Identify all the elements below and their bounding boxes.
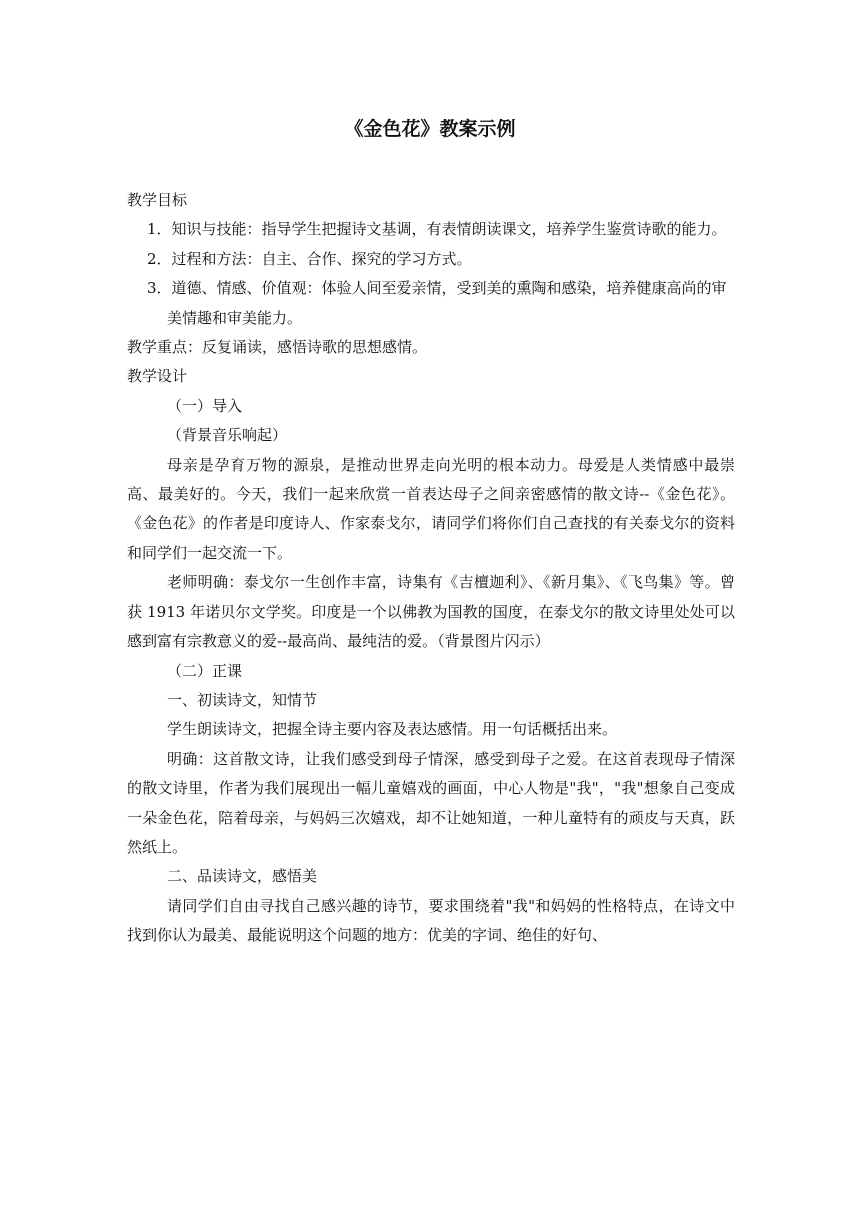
goal-3: 3．道德、情感、价值观：体验人间至爱亲情，受到美的熏陶和感染，培养健康高尚的审美情趣和审美能力。 xyxy=(147,279,727,327)
teaching-focus: 教学重点：反复诵读，感悟诗歌的思想感情。 xyxy=(127,338,428,357)
step1-heading: 一、初读诗文，知情节 xyxy=(167,690,318,709)
goal-2: 2．过程和方法：自主、合作、探究的学习方式。 xyxy=(147,249,472,268)
part1-heading: （一）导入 xyxy=(167,396,243,415)
step2-task: 请同学们自由寻找自己感兴趣的诗节，要求围绕着"我"和妈妈的性格特点，在诗文中找到你认为最美、最能说明这个问题的地方：优美的字词、绝佳的好句、 xyxy=(127,896,735,945)
document-body xyxy=(127,186,735,951)
step1-task: 学生朗读诗文，把握全诗主要内容及表达感情。用一句话概括出来。 xyxy=(167,720,618,739)
intro-paragraph: 母亲是孕育万物的源泉，是推动世界走向光明的根本动力。母爱是人类情感中最崇高、最美好的。今天，我们一起来欣赏一首表达母子之间亲密感情的散文诗--《金色花》。《金色花》的作者是印度诗人、作家泰戈尔，请同学们将你们自己查找的有关泰戈尔的资料和同学们一起交流一下。 xyxy=(127,455,735,562)
design-heading: 教学设计 xyxy=(127,367,188,386)
goal-1: 1．知识与技能：指导学生把握诗文基调，有表情朗读课文，培养学生鉴赏诗歌的能力。 xyxy=(147,220,727,239)
music-note: （背景音乐响起） xyxy=(167,426,288,445)
part2-heading: （二）正课 xyxy=(167,661,243,680)
step1-answer: 明确：这首散文诗，让我们感受到母子情深，感受到母子之爱。在这首表现母子情深的散文诗里，作者为我们展现出一幅儿童嬉戏的画面，中心人物是"我"，"我"想象自己变成一朵金色花，陪着母亲，与妈妈三次嬉戏，却不让她知道，一种儿童特有的顽皮与天真，跃然纸上。 xyxy=(127,749,735,856)
goals-heading: 教学目标 xyxy=(127,191,188,209)
teacher-paragraph: 老师明确：泰戈尔一生创作丰富，诗集有《吉檀迦利》、《新月集》、《飞鸟集》等。曾获 1913 年诺贝尔文学奖。印度是一个以佛教为国教的国度，在泰戈尔的散文诗里处处可以感到富有宗教意义的爱--最高尚、最纯洁的爱。（背景图片闪示） xyxy=(127,573,735,651)
page-title: 《金色花》教案示例 xyxy=(344,118,516,140)
step2-heading: 二、品读诗文，感悟美 xyxy=(167,867,318,886)
